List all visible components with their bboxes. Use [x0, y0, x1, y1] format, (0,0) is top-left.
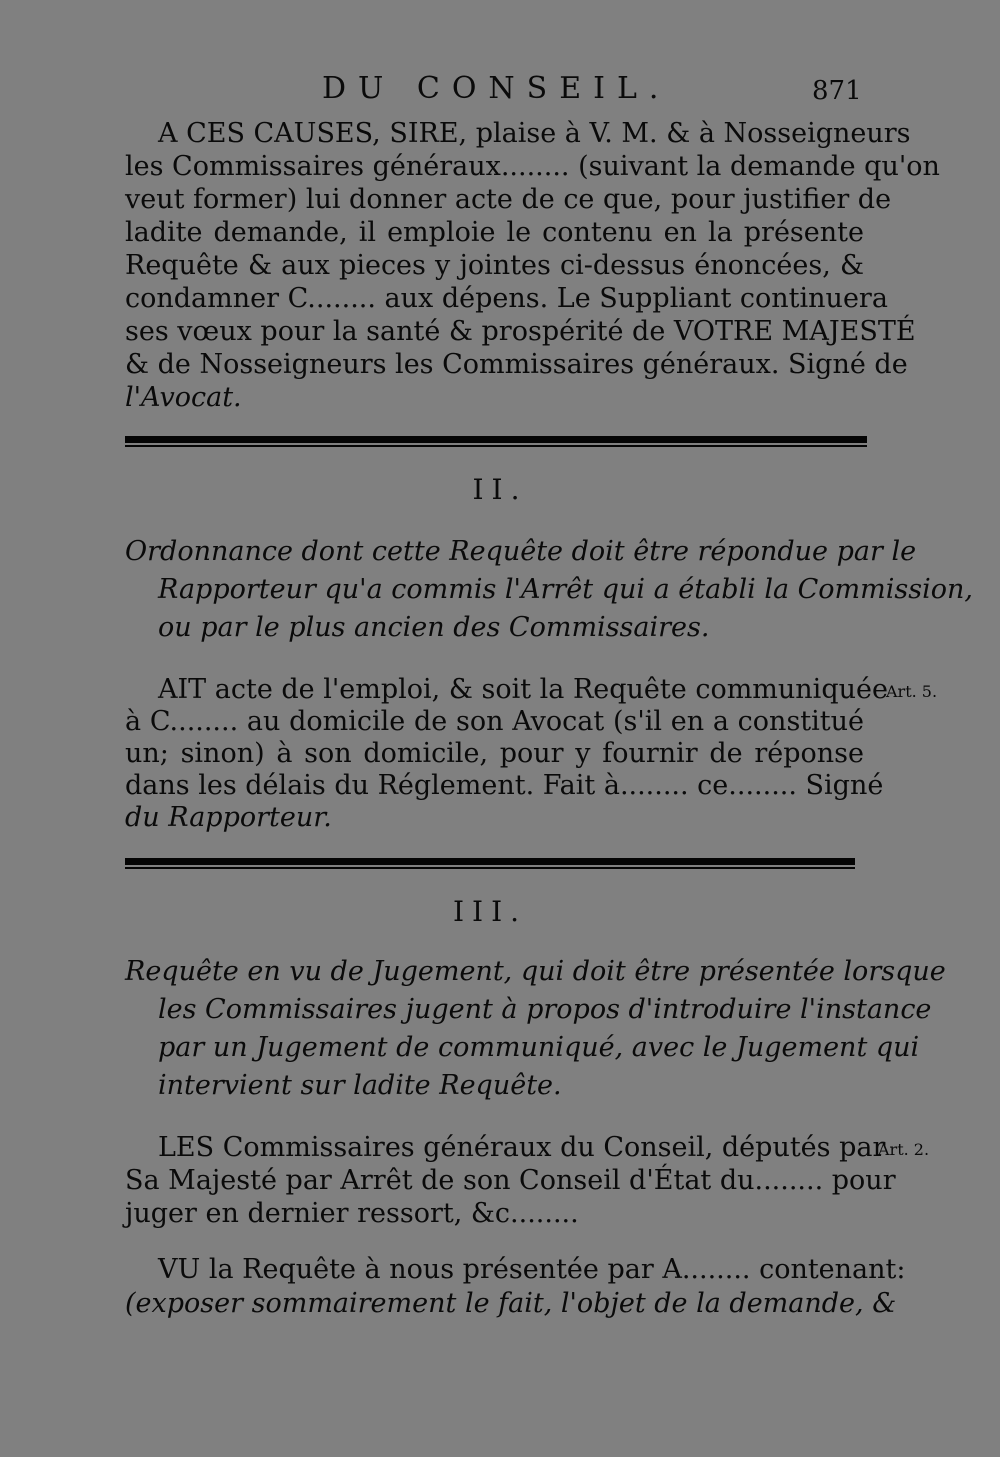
s2-body-4: dans les délais du Réglement. Fait à........ ce........ Signé: [125, 770, 884, 801]
s2-body-2: à C........ au domicile de son Avocat (s'il en a constitué: [125, 706, 864, 737]
s3-body-1: LES Commissaires généraux du Conseil, députés par: [158, 1132, 886, 1163]
s2-margin-note: Art. 5.: [886, 682, 938, 701]
s2-heading-3: ou par le plus ancien des Commissaires.: [158, 612, 710, 643]
s2-body-1: AIT acte de l'emploi, & soit la Requête communiquée: [158, 674, 888, 705]
s1-line-2: les Commissaires généraux........ (suivant la demande qu'on: [125, 151, 940, 182]
s3-heading-3: par un Jugement de communiqué, avec le Jugement qui: [158, 1032, 920, 1063]
page-folio: 871: [812, 76, 862, 106]
s1-line-7: ses vœux pour la santé & prospérité de VOTRE MAJESTÉ: [125, 316, 916, 347]
running-head: DU CONSEIL.: [322, 71, 671, 106]
s1-line-8: & de Nosseigneurs les Commissaires généraux. Signé de: [125, 349, 908, 380]
s3-heading-1: Requête en vu de Jugement, qui doit être présentée lorsque: [125, 956, 946, 987]
rule-1: [125, 436, 867, 443]
s3-body-3: juger en dernier ressort, &c........: [125, 1198, 579, 1229]
section-number-2: II.: [472, 473, 528, 506]
s1-line-3: veut former) lui donner acte de ce que, pour justifier de: [125, 184, 892, 215]
s1-line-1: A CES CAUSES, SIRE, plaise à V. M. & à Nosseigneurs: [158, 118, 911, 149]
s1-line-9: l'Avocat.: [125, 382, 242, 413]
s1-line-6: condamner C........ aux dépens. Le Suppliant continuera: [125, 283, 888, 314]
s3-body-2: Sa Majesté par Arrêt de son Conseil d'État du........ pour: [125, 1165, 896, 1196]
s3-body2-2: (exposer sommairement le fait, l'objet de la demande, &: [125, 1288, 897, 1319]
s3-heading-4: intervient sur ladite Requête.: [158, 1070, 562, 1101]
s2-body-3: un; sinon) à son domicile, pour y fournir de réponse: [125, 738, 864, 769]
s2-heading-2: Rapporteur qu'a commis l'Arrêt qui a établi la Commission,: [158, 574, 973, 605]
s3-body2-1: VU la Requête à nous présentée par A........ contenant:: [158, 1254, 906, 1285]
s2-heading-1: Ordonnance dont cette Requête doit être répondue par le: [125, 536, 917, 567]
s1-line-5: Requête & aux pieces y jointes ci-dessus énoncées, &: [125, 250, 864, 281]
s2-body-5: du Rapporteur.: [125, 802, 332, 833]
s1-line-4: ladite demande, il emploie le contenu en la présente: [125, 217, 864, 248]
s3-margin-note: Art. 2.: [878, 1140, 930, 1159]
s3-heading-2: les Commissaires jugent à propos d'introduire l'instance: [158, 994, 932, 1025]
section-number-3: III.: [452, 895, 528, 928]
rule-2: [125, 858, 855, 865]
